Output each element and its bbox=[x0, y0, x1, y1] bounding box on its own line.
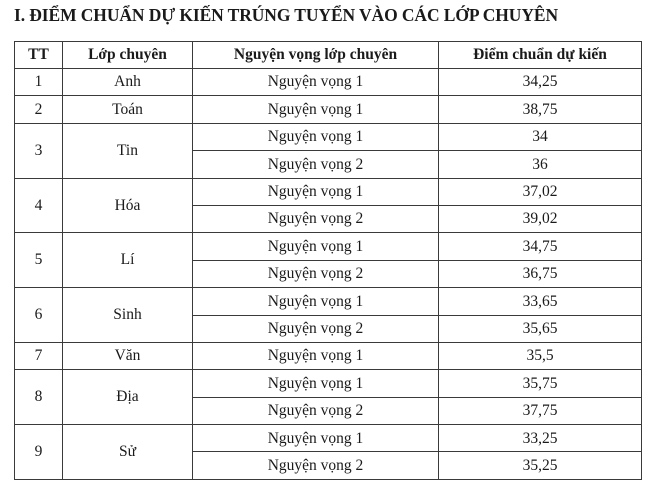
table-header-row bbox=[15, 42, 642, 69]
table-row bbox=[15, 69, 642, 96]
table-row bbox=[15, 233, 642, 260]
table-row bbox=[15, 288, 642, 315]
cell-diem: 35,75 bbox=[439, 370, 642, 397]
table-row bbox=[15, 370, 642, 397]
cell-lop: Sinh bbox=[63, 288, 193, 343]
cell-diem: 33,25 bbox=[439, 425, 642, 452]
cell-tt: 7 bbox=[15, 342, 63, 369]
cell-diem: 34,25 bbox=[439, 69, 642, 96]
cell-lop: Văn bbox=[63, 342, 193, 369]
cell-diem: 34,75 bbox=[439, 233, 642, 260]
cell-lop: Hóa bbox=[63, 178, 193, 233]
cell-diem: 35,65 bbox=[439, 315, 642, 342]
cell-lop: Sử bbox=[63, 425, 193, 480]
cell-tt: 9 bbox=[15, 425, 63, 480]
cell-nv: Nguyện vọng 2 bbox=[193, 452, 439, 479]
cell-tt: 6 bbox=[15, 288, 63, 343]
table-row bbox=[15, 178, 642, 205]
cell-nv: Nguyện vọng 1 bbox=[193, 342, 439, 369]
cell-nv: Nguyện vọng 1 bbox=[193, 69, 439, 96]
cell-nv: Nguyện vọng 1 bbox=[193, 425, 439, 452]
cell-lop: Lí bbox=[63, 233, 193, 288]
section-title: I. ĐIỂM CHUẨN DỰ KIẾN TRÚNG TUYỂN VÀO CÁC LỚP CHUYÊN bbox=[14, 5, 558, 25]
header-diem-chuan: Điểm chuẩn dự kiến bbox=[439, 42, 642, 69]
table-row bbox=[15, 342, 642, 369]
cell-diem: 33,65 bbox=[439, 288, 642, 315]
cutoff-scores-table bbox=[14, 41, 642, 480]
cell-tt: 2 bbox=[15, 96, 63, 123]
cell-nv: Nguyện vọng 2 bbox=[193, 205, 439, 232]
cell-tt: 8 bbox=[15, 370, 63, 425]
cell-diem: 35,25 bbox=[439, 452, 642, 479]
cell-diem: 36 bbox=[439, 151, 642, 178]
cell-nv: Nguyện vọng 1 bbox=[193, 123, 439, 150]
cell-tt: 5 bbox=[15, 233, 63, 288]
cell-tt: 4 bbox=[15, 178, 63, 233]
cell-nv: Nguyện vọng 1 bbox=[193, 370, 439, 397]
cell-lop: Toán bbox=[63, 96, 193, 123]
cell-diem: 39,02 bbox=[439, 205, 642, 232]
cell-nv: Nguyện vọng 1 bbox=[193, 233, 439, 260]
cell-nv: Nguyện vọng 2 bbox=[193, 260, 439, 287]
cell-nv: Nguyện vọng 2 bbox=[193, 315, 439, 342]
cell-nv: Nguyện vọng 2 bbox=[193, 397, 439, 424]
cell-lop: Anh bbox=[63, 69, 193, 96]
table-row bbox=[15, 96, 642, 123]
cell-diem: 37,02 bbox=[439, 178, 642, 205]
header-lop-chuyen: Lớp chuyên bbox=[63, 42, 193, 69]
cell-tt: 1 bbox=[15, 69, 63, 96]
cell-lop: Địa bbox=[63, 370, 193, 425]
cell-diem: 35,5 bbox=[439, 342, 642, 369]
cell-nv: Nguyện vọng 1 bbox=[193, 288, 439, 315]
header-tt: TT bbox=[15, 42, 63, 69]
cell-lop: Tin bbox=[63, 123, 193, 178]
cell-nv: Nguyện vọng 1 bbox=[193, 178, 439, 205]
table-row bbox=[15, 123, 642, 150]
cell-tt: 3 bbox=[15, 123, 63, 178]
cell-diem: 37,75 bbox=[439, 397, 642, 424]
table-row bbox=[15, 425, 642, 452]
header-nguyen-vong: Nguyện vọng lớp chuyên bbox=[193, 42, 439, 69]
cell-diem: 38,75 bbox=[439, 96, 642, 123]
cell-diem: 36,75 bbox=[439, 260, 642, 287]
cell-nv: Nguyện vọng 2 bbox=[193, 151, 439, 178]
cell-nv: Nguyện vọng 1 bbox=[193, 96, 439, 123]
cell-diem: 34 bbox=[439, 123, 642, 150]
